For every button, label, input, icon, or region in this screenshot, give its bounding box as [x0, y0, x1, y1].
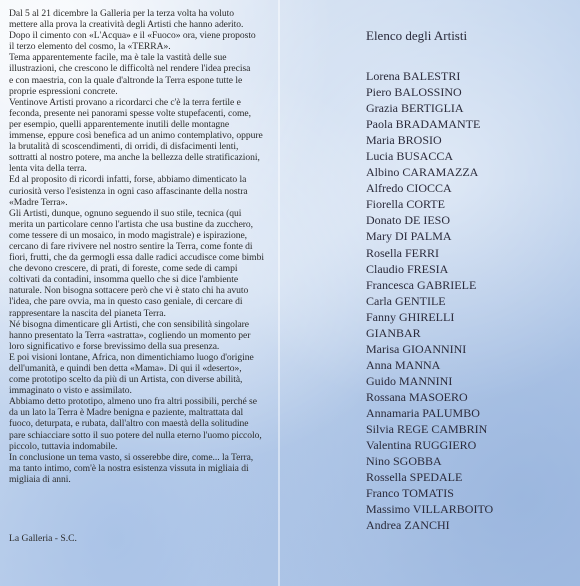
introduction-text: Dal 5 al 21 dicembre la Galleria per la terza volta ha voluto mettere alla prova la creatività degli Artisti che hanno aderito. Dopo il cimento con «L'Acqua» e il «Fuoco» ora, viene proposto il terzo elemento del cosmo, la «TERRA». Tema apparentemente facile, ma è tale la vastità delle sue illustrazioni, che crescono le difficoltà nel rendere l'idea precisa e con maestria, con la quale d'altronde la Terra espone tutte le proprie espressioni concrete. Ventinove Artisti provano a ricordarci che c'è la terra fertile e feconda, presente nei panorami spesse volte stupefacenti, come, per esempio, quelli apparentemente inutili delle montagne immense, eppure così benefica ad un animo contemplativo, oppure la brutalità di scoscendimenti, di orridi, di disfacimenti lenti, sottratti al nostro potere, ma anche la bellezza delle stratificazioni, lenta vita della terra. Ed al proposito di ricordi infatti, forse, abbiamo dimenticato la curiosità verso l'esistenza in ogni caso affascinante della nostra «Madre Terra». Gli Artisti, dunque, ognuno seguendo il suo stile, tecnica (qui merita un particolare cenno l'artista che usa bustine da zucchero, come tessere di un mosaico, in modo magistrale) e ispirazione, cercano di fare rivivere nel nostro sentire la Terra, come fonte di fiori, frutti, che da germogli essa dalle radici accudisce come bimbi che devono crescere, di prati, di foreste, come sede di campi coltivati da contadini, insomma quello che si dice l'ambiente naturale. Non bisogna sottacere però che vi è stato chi ha avuto l'idea, che pare ovvia, ma in questo caso geniale, di cercare di rappresentare la nascita del pianeta Terra. Né bisogna dimenticare gli Artisti, che con sensibilità singolare hanno presentato la Terra «astratta», cogliendo un momento per loro significativo e forse brevissimo della sua presenza. E poi visioni lontane, Africa, non dimentichiamo luogo d'origine dell'umanità, e quindi ben detta «Mama». Di qui il «deserto», come prototipo scelto da più di un Artista, con diverse abilità, immaginato o visto e assimilato. Abbiamo detto prototipo, almeno uno fra altri possibili, perché se da un lato la Terra è Madre benigna e paziente, maltrattata dal fuoco, deturpata, e rubata, dall'altro con maestà della solitudine pare schiacciare sotto il suo potere del nulla eterno l'uomo piccolo, piccolo, tuttavia indomabile. In conclusione un tema vasto, si osserebbe dire, come... la Terra, ma tanto intimo, com'è la nostra esistenza vissuta in migliaia di migliaia di anni. [9, 8, 264, 485]
artist-name: Nino SGOBBA [366, 454, 442, 469]
artist-name: Maria BROSIO [366, 133, 442, 148]
artist-name: GIANBAR [366, 325, 421, 340]
artists-heading: Elenco degli Artisti [366, 28, 468, 43]
artist-name: Andrea ZANCHI [366, 518, 450, 533]
artist-name: Donato DE IESO [366, 213, 450, 228]
artist-name: Francesca GABRIELE [366, 277, 477, 292]
signature: La Galleria - S.C. [9, 533, 77, 544]
artist-name: Lorena BALESTRI [366, 69, 461, 83]
artist-name: Valentina RUGGIERO [366, 438, 477, 453]
artist-name: Rossella SPEDALE [366, 470, 463, 485]
artist-name: Anna MANNA [366, 357, 441, 372]
artist-name: Rosella FERRI [366, 245, 440, 260]
artist-name: Fiorella CORTE [366, 197, 445, 212]
artist-name: Claudio FRESIA [366, 261, 449, 276]
artist-name: Marisa GIOANNINI [366, 341, 467, 356]
artist-name: Alfredo CIOCCA [366, 181, 452, 196]
artist-name: Franco TOMATIS [366, 486, 454, 501]
artist-name: Guido MANNINI [366, 373, 453, 388]
artist-list [366, 68, 493, 533]
artist-name: Fanny GHIRELLI [366, 309, 455, 324]
artist-name: Rossana MASOERO [366, 389, 468, 404]
artist-name: Carla GENTILE [366, 293, 446, 308]
artist-name: Paola BRADAMANTE [366, 117, 481, 132]
artist-name: Mary DI PALMA [366, 229, 452, 244]
artist-name: Piero BALOSSINO [366, 85, 462, 100]
artist-name: Grazia BERTIGLIA [366, 101, 464, 116]
artist-name: Albino CARAMAZZA [366, 165, 479, 180]
artist-name: Silvia REGE CAMBRIN [366, 422, 488, 437]
page-fold [278, 0, 280, 586]
artist-name: Massimo VILLARBOITO [366, 502, 494, 517]
artist-name: Lucia BUSACCA [366, 149, 453, 164]
artist-name: Annamaria PALUMBO [366, 405, 480, 420]
